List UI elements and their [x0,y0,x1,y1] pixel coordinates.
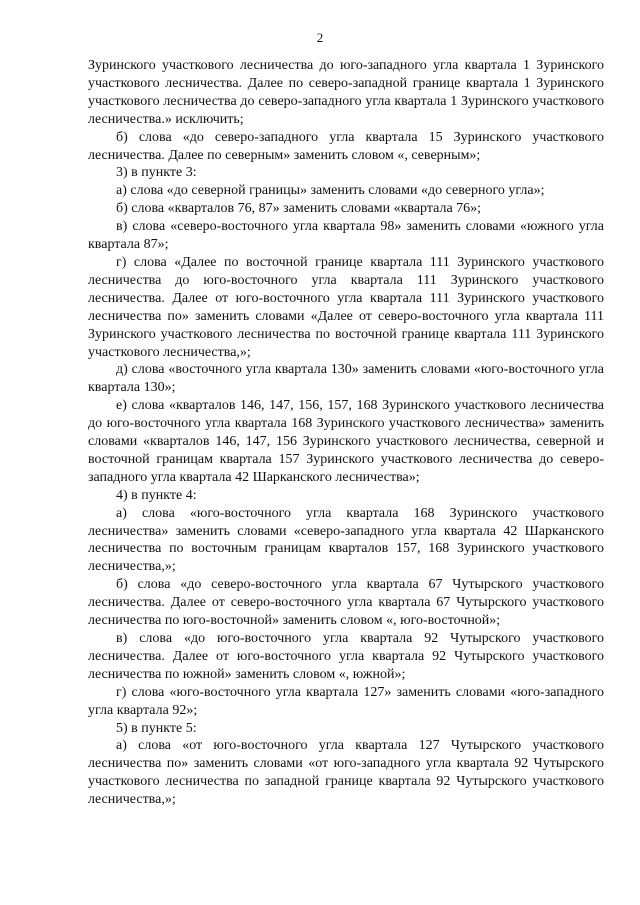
paragraph: г) слова «юго-восточного угла квартала 127» заменить словами «юго-западного угла квартала 92»; [88,684,604,718]
paragraph: в) слова «северо-восточного угла квартала 98» заменить словами «южного угла квартала 87»; [88,219,604,253]
paragraph: Зуринского участкового лесничества до юго-западного угла квартала 1 Зуринского участкового лесничества. Далее по северо-западной границе квартала 1 Зуринского участкового лесничества до северо-западного угла квартала 1 Зуринского участкового лесничества.» исключить; [88,58,604,127]
paragraph: а) слова «от юго-восточного угла квартала 127 Чутырского участкового лесничества по» заменить словами «от юго-западного угла квартала 92 Чутырского участкового лесничества по западной границе квартала 92 Чутырского участкового лесничества,»; [88,738,604,808]
paragraph: б) слова «кварталов 76, 87» заменить словами «квартала 76»; [116,201,482,217]
paragraph: а) слова «юго-восточного угла квартала 168 Зуринского участкового лесничества» заменить словами «северо-западного угла квартала 42 Шарканского лесничества по восточным границам кварталов 157, 168 Зуринского участкового лесничества,»; [88,505,604,575]
paragraph: 5) в пункте 5: [116,720,197,736]
paragraph: г) слова «Далее по восточной границе квартала 111 Зуринского участкового лесничества до юго-восточного угла квартала 111 Зуринского участкового лесничества. Далее от юго-восточного угла квартала 111 Зуринского участкового лесничества по» заменить словами «Далее от северо-восточного угла квартала 111 Зуринского участкового лесничества по восточной границе квартала 111 Зуринского участкового лесничества,»; [88,254,604,360]
page-number: 2 [316,30,324,45]
document-body [88,57,604,809]
paragraph: в) слова «до юго-восточного угла квартала 92 Чутырского участкового лесничества. Далее от юго-восточного угла квартала 92 Чутырского участкового лесничества по южной» заменить словом «, южной»; [88,631,604,682]
paragraph: б) слова «до северо-западного угла квартала 15 Зуринского участкового лесничества. Далее по северным» заменить словом «, северным»; [88,129,604,163]
paragraph: 3) в пункте 3: [116,165,197,181]
paragraph: е) слова «кварталов 146, 147, 156, 157, 168 Зуринского участкового лесничества до юго-восточного угла квартала 168 Зуринского участкового лесничества» заменить словами «кварталов 146, 147, 156 Зуринского участкового лесничества, северной и восточной границам квартала 157 Зуринского участкового лесничества до северо-западного угла квартала 42 Шарканского лесничества»; [88,398,604,485]
paragraph: а) слова «до северной границы» заменить словами «до северного угла»; [116,183,545,199]
paragraph: 4) в пункте 4: [116,487,197,503]
paragraph: б) слова «до северо-восточного угла квартала 67 Чутырского участкового лесничества. Далее от северо-восточного угла квартала 67 Чутырского участкового лесничества по юго-восточной» заменить словом «, юго-восточной»; [88,577,604,629]
paragraph: д) слова «восточного угла квартала 130» заменить словами «юго-восточного угла квартала 130»; [88,362,604,396]
